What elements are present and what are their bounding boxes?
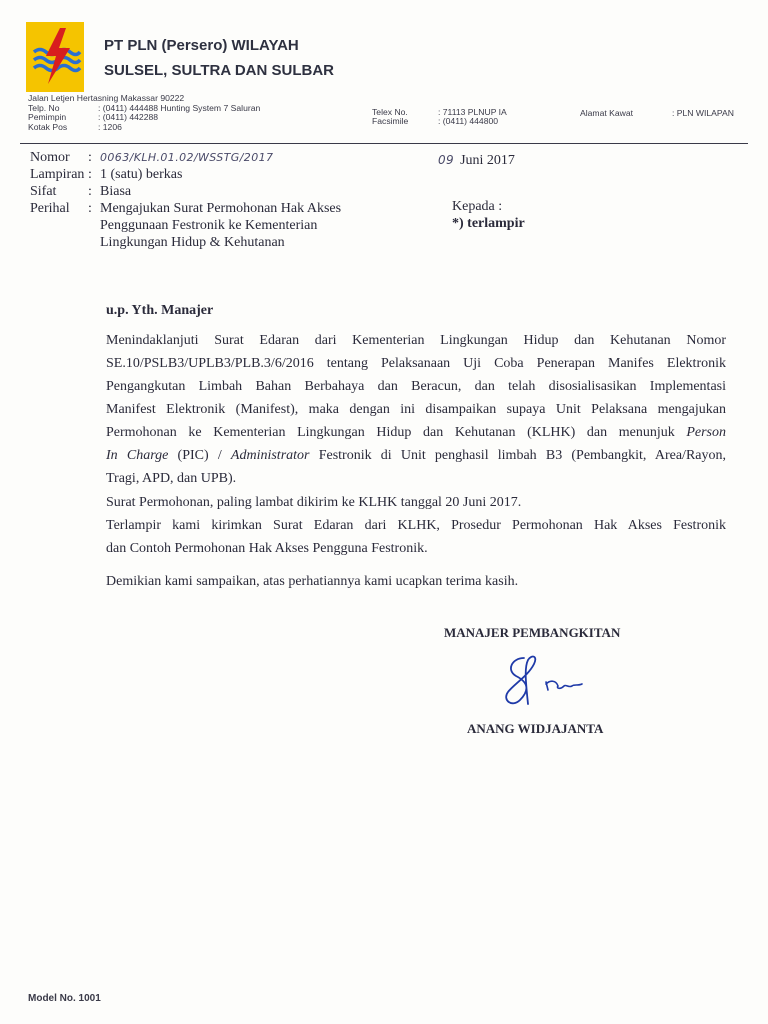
- colon: :: [88, 167, 92, 182]
- lampiran-value: 1 (satu) berkas: [100, 167, 183, 182]
- header-divider: [20, 143, 748, 144]
- letter-date: [438, 153, 515, 169]
- meta-perihal: [30, 200, 341, 251]
- contact-label: Telp. No: [28, 103, 60, 113]
- letter-meta: [30, 149, 341, 251]
- paragraph-line: SE.10/PSLB3/UPLB3/PLB.3/6/2016 tentang Pelaksanaan Uji Coba Penerapan Manifes Elektronik: [106, 356, 726, 371]
- telex-label: Telex No.: [372, 107, 408, 117]
- italic-text: Administrator: [230, 448, 310, 463]
- paragraph-line: [106, 444, 726, 467]
- company-address: Jalan Letjen Hertasning Makassar 90222: [28, 93, 185, 103]
- telex-row: [372, 117, 507, 126]
- perihal-value: [100, 200, 341, 251]
- nomor-value: 0063/KLH.01.02/WSSTG/2017: [100, 151, 274, 164]
- contact-row: [28, 123, 260, 132]
- perihal-line: Penggunaan Festronik ke Kementerian: [100, 218, 318, 233]
- alamat-kawat-label: Alamat Kawat: [580, 108, 634, 118]
- alamat-kawat: [580, 109, 734, 118]
- alamat-kawat-value: : PLN WILAPAN: [672, 108, 734, 118]
- contact-label: Kotak Pos: [28, 121, 68, 132]
- sifat-label: Sifat: [30, 184, 57, 199]
- perihal-line: Lingkungan Hidup & Kehutanan: [100, 235, 285, 250]
- date-month-year: Juni 2017: [460, 153, 515, 168]
- pln-logo-icon: [26, 22, 84, 92]
- line-text: (PIC) /: [168, 448, 231, 463]
- handwritten-signature: [494, 650, 604, 710]
- lampiran-label: Lampiran: [30, 167, 85, 182]
- paragraph-line: Manifest Elektronik (Manifest), maka dengan ini disampaikan supaya Unit Pelaksana mengajukan: [106, 402, 726, 417]
- meta-lampiran: [30, 166, 341, 183]
- paragraph-line: Menindaklanjuti Surat Edaran dari Kementerian Lingkungan Hidup dan Kehutanan Nomor: [106, 333, 726, 348]
- italic-text: In Charge: [106, 448, 169, 463]
- line-text: Permohonan ke Kementerian Lingkungan Hidup dan Kehutanan (KLHK) dan menunjuk: [106, 425, 675, 440]
- sifat-value: Biasa: [100, 184, 132, 199]
- paragraph-line: Tragi, APD, dan UPB).: [106, 471, 237, 486]
- nomor-label: Nomor: [30, 150, 70, 165]
- date-day: 09: [438, 153, 455, 167]
- signatory-title: MANAJER PEMBANGKITAN: [444, 625, 621, 640]
- paragraph-3: [106, 514, 726, 560]
- paragraph-1: [106, 329, 726, 490]
- contact-block: [28, 104, 260, 132]
- contact-value: : (0411) 442288: [98, 112, 159, 123]
- perihal-label: Perihal: [30, 201, 70, 216]
- telex-value: : (0411) 444800: [438, 116, 499, 127]
- telex-label: Facsimile: [372, 116, 409, 127]
- italic-text: Person: [686, 425, 727, 440]
- kepada-label: Kepada :: [452, 199, 503, 214]
- contact-value: : (0411) 444488 Hunting System 7 Saluran: [98, 103, 261, 113]
- paragraph-line: Pengangkutan Limbah Bahan Berbahaya dan Beracun, dan telah disosialisasikan Implementasi: [106, 379, 726, 394]
- line-text: Festronik di Unit penghasil limbah B3 (Pembangkit, Area/Rayon,: [309, 448, 726, 463]
- paragraph-4: Demikian kami sampaikan, atas perhatiannya kami ucapkan terima kasih.: [106, 574, 519, 589]
- contact-label: Pemimpin: [28, 112, 67, 123]
- paragraph-line: dan Contoh Permohonan Hak Akses Pengguna Festronik.: [106, 541, 428, 556]
- kepada-value: *) terlampir: [452, 216, 525, 231]
- paragraph-line: [106, 421, 726, 444]
- attention-line: u.p. Yth. Manajer: [106, 303, 214, 318]
- company-name-line1: PT PLN (Persero) WILAYAH: [104, 37, 299, 54]
- perihal-line: Mengajukan Surat Permohonan Hak Akses: [100, 201, 342, 216]
- contact-value: : 1206: [98, 121, 122, 132]
- colon: :: [88, 201, 92, 216]
- telex-block: [372, 108, 507, 127]
- meta-nomor: [30, 149, 341, 166]
- signatory-name: ANANG WIDJAJANTA: [467, 721, 604, 736]
- company-name-line2: SULSEL, SULTRA DAN SULBAR: [104, 62, 334, 79]
- paragraph-line: Terlampir kami kirimkan Surat Edaran dari KLHK, Prosedur Permohonan Hak Akses Festronik: [106, 518, 726, 533]
- colon: :: [88, 150, 92, 165]
- meta-sifat: [30, 183, 341, 200]
- paragraph-2: Surat Permohonan, paling lambat dikirim ke KLHK tanggal 20 Juni 2017.: [106, 495, 522, 510]
- telex-value: : 71113 PLNUP IA: [438, 107, 507, 117]
- colon: :: [88, 184, 92, 199]
- model-number: Model No. 1001: [28, 993, 101, 1004]
